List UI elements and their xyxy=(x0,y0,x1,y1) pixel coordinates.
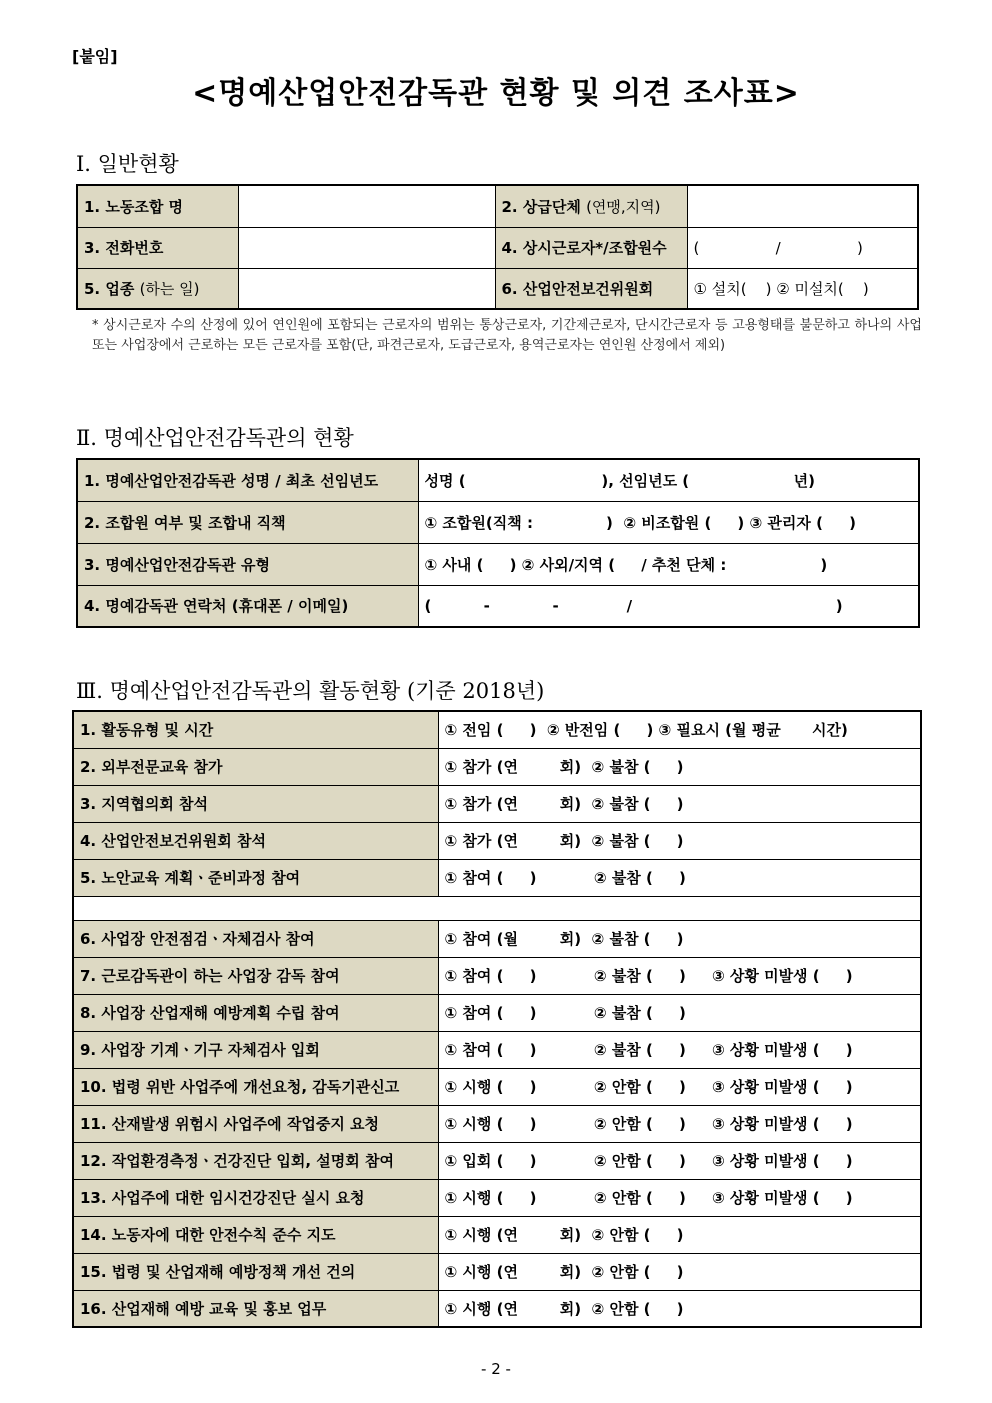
table-cell-value[interactable]: ① 시행 (연 회) ② 안함 ( ) xyxy=(438,1290,921,1327)
spacer-cell xyxy=(73,896,921,920)
table-cell-value[interactable]: ① 시행 ( ) ② 안함 ( ) ③ 상황 미발생 ( ) xyxy=(438,1179,921,1216)
table-cell-label: 4. 산업안전보건위원회 참석 xyxy=(73,822,438,859)
table-cell-label: 11. 산재발생 위험시 사업주에 작업중지 요청 xyxy=(73,1105,438,1142)
table-cell-label: 3. 명예산업안전감독관 유형 xyxy=(77,543,418,585)
table-cell-label: 12. 작업환경측정ㆍ건강진단 입회, 설명회 참여 xyxy=(73,1142,438,1179)
table-cell-label: 6. 사업장 안전점검ㆍ자체검사 참여 xyxy=(73,920,438,957)
table-row xyxy=(73,822,921,859)
table-row xyxy=(77,585,919,627)
table-cell-value[interactable]: ① 참여 ( ) ② 불참 ( ) xyxy=(438,994,921,1031)
table-cell-value[interactable]: ① 참가 (연 회) ② 불참 ( ) xyxy=(438,822,921,859)
section2-heading: Ⅱ. 명예산업안전감독관의 현황 xyxy=(76,426,354,450)
table-row xyxy=(77,459,919,501)
table-cell-label: 4. 명예감독관 연락처 (휴대폰 / 이메일) xyxy=(77,585,418,627)
table-cell-value[interactable]: ① 입회 ( ) ② 안함 ( ) ③ 상황 미발생 ( ) xyxy=(438,1142,921,1179)
table-row xyxy=(73,1068,921,1105)
table-cell-value[interactable]: 성명 ( ), 선임년도 ( 년) xyxy=(418,459,919,501)
table-row xyxy=(77,268,918,309)
safety-committee-field[interactable]: ① 설치( ) ② 미설치( ) xyxy=(687,268,918,309)
table-cell-label: 5. 노안교육 계획ㆍ준비과정 참여 xyxy=(73,859,438,896)
table-cell-value[interactable]: ① 사내 ( ) ② 사외/지역 ( / 추천 단체 : ) xyxy=(418,543,919,585)
table-row xyxy=(73,785,921,822)
table-cell-value[interactable]: ① 참여 ( ) ② 불참 ( ) xyxy=(438,859,921,896)
table-row xyxy=(73,1253,921,1290)
union-name-label: 1. 노동조합 명 xyxy=(77,185,238,227)
parent-org-label: 2. 상급단체 (연맹,지역) xyxy=(495,185,687,227)
table-row xyxy=(73,957,921,994)
table-cell-label: 8. 사업장 산업재해 예방계획 수립 참여 xyxy=(73,994,438,1031)
spacer-row xyxy=(73,896,921,920)
table-cell-value[interactable]: ① 참여 ( ) ② 불참 ( ) ③ 상황 미발생 ( ) xyxy=(438,1031,921,1068)
table-cell-label: 16. 산업재해 예방 교육 및 홍보 업무 xyxy=(73,1290,438,1327)
section3-heading: Ⅲ. 명예산업안전감독관의 활동현황 (기준 2018년) xyxy=(76,679,545,703)
table-row xyxy=(73,711,921,748)
table-row xyxy=(73,1031,921,1068)
table-row xyxy=(77,227,918,268)
table-cell-value[interactable]: ① 전임 ( ) ② 반전임 ( ) ③ 필요시 (월 평균 시간) xyxy=(438,711,921,748)
table-cell-label: 10. 법령 위반 사업주에 개선요청, 감독기관신고 xyxy=(73,1068,438,1105)
table-row xyxy=(73,748,921,785)
workers-members-label: 4. 상시근로자*/조합원수 xyxy=(495,227,687,268)
table-cell-value[interactable]: ① 조합원(직책 : ) ② 비조합원 ( ) ③ 관리자 ( ) xyxy=(418,501,919,543)
table-cell-label: 2. 조합원 여부 및 조합내 직책 xyxy=(77,501,418,543)
footnote: * 상시근로자 수의 산정에 있어 연인원에 포함되는 근로자의 범위는 통상근로자, 기간제근로자, 단시간근로자 등 고용형태를 불문하고 하나의 사업 또는 사업장에서 근로하는 모든 근로자를 포함(단, 파견근로자, 도급근로자, 용역근로자는 연인원 산정에서 제외) xyxy=(92,318,922,353)
table-cell-value[interactable]: ① 시행 (연 회) ② 안함 ( ) xyxy=(438,1253,921,1290)
supervisor-status-table xyxy=(76,458,920,628)
table-cell-label: 3. 지역협의회 참석 xyxy=(73,785,438,822)
union-name-field[interactable] xyxy=(238,185,495,227)
table-row xyxy=(73,859,921,896)
industry-label: 5. 업종 (하는 일) xyxy=(77,268,238,309)
general-status-table xyxy=(76,184,919,310)
table-row xyxy=(73,1179,921,1216)
table-row xyxy=(73,1105,921,1142)
workers-members-field[interactable]: ( / ) xyxy=(687,227,918,268)
section1-heading: Ⅰ. 일반현황 xyxy=(76,152,179,176)
table-cell-label: 7. 근로감독관이 하는 사업장 감독 참여 xyxy=(73,957,438,994)
table-cell-label: 9. 사업장 기계ㆍ기구 자체검사 입회 xyxy=(73,1031,438,1068)
table-cell-value[interactable]: ① 시행 ( ) ② 안함 ( ) ③ 상황 미발생 ( ) xyxy=(438,1105,921,1142)
table-cell-label: 15. 법령 및 산업재해 예방정책 개선 건의 xyxy=(73,1253,438,1290)
table-cell-value[interactable]: ① 참가 (연 회) ② 불참 ( ) xyxy=(438,785,921,822)
table-cell-value[interactable]: ( - - / ) xyxy=(418,585,919,627)
activity-status-table xyxy=(72,710,922,1328)
table-cell-value[interactable]: ① 참여 (월 회) ② 불참 ( ) xyxy=(438,920,921,957)
page-title: <명예산업안전감독관 현황 및 의견 조사표> xyxy=(192,76,800,111)
table-row xyxy=(77,501,919,543)
phone-field[interactable] xyxy=(238,227,495,268)
table-row xyxy=(73,994,921,1031)
page-number: - 2 - xyxy=(481,1360,511,1378)
table-cell-value[interactable]: ① 참가 (연 회) ② 불참 ( ) xyxy=(438,748,921,785)
table-row xyxy=(77,185,918,227)
table-row xyxy=(73,1142,921,1179)
safety-committee-label: 6. 산업안전보건위원회 xyxy=(495,268,687,309)
table-cell-label: 13. 사업주에 대한 임시건강진단 실시 요청 xyxy=(73,1179,438,1216)
table-cell-value[interactable]: ① 참여 ( ) ② 불참 ( ) ③ 상황 미발생 ( ) xyxy=(438,957,921,994)
table-cell-label: 1. 활동유형 및 시간 xyxy=(73,711,438,748)
table-row xyxy=(77,543,919,585)
table-cell-value[interactable]: ① 시행 ( ) ② 안함 ( ) ③ 상황 미발생 ( ) xyxy=(438,1068,921,1105)
table-cell-value[interactable]: ① 시행 (연 회) ② 안함 ( ) xyxy=(438,1216,921,1253)
table-row xyxy=(73,1290,921,1327)
table-cell-label: 1. 명예산업안전감독관 성명 / 최초 선임년도 xyxy=(77,459,418,501)
table-cell-label: 14. 노동자에 대한 안전수칙 준수 지도 xyxy=(73,1216,438,1253)
table-row xyxy=(73,1216,921,1253)
table-row xyxy=(73,920,921,957)
parent-org-field[interactable] xyxy=(687,185,918,227)
attachment-label: [붙임] xyxy=(72,47,118,66)
phone-label: 3. 전화번호 xyxy=(77,227,238,268)
table-cell-label: 2. 외부전문교육 참가 xyxy=(73,748,438,785)
industry-field[interactable] xyxy=(238,268,495,309)
